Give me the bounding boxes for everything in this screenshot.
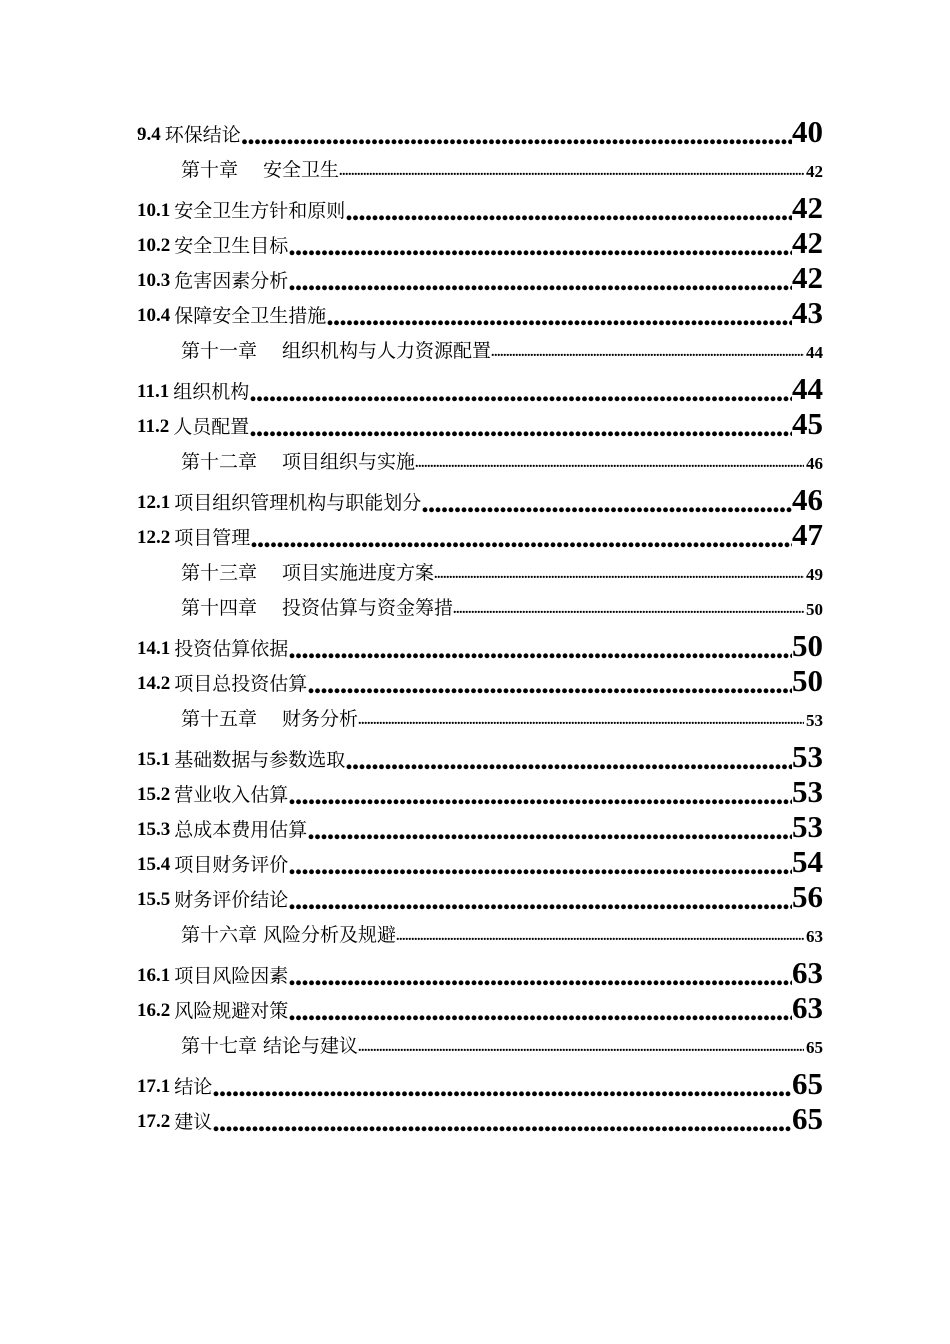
- toc-page-number: 53: [792, 739, 823, 774]
- toc-page-number: 53: [806, 711, 823, 730]
- toc-section-entry[interactable]: [137, 626, 823, 661]
- toc-dot-leader: [421, 491, 792, 515]
- toc-section-entry[interactable]: [137, 369, 823, 404]
- toc-entry-title: 项目总投资估算: [174, 673, 308, 695]
- toc-section-number: 12.2: [137, 527, 171, 548]
- toc-dot-leader: [241, 123, 792, 147]
- toc-dot-leader: [212, 1110, 792, 1134]
- toc-page-number: 56: [792, 879, 823, 914]
- toc-dot-leader: [491, 343, 804, 363]
- toc-section-number: 10.1: [137, 200, 171, 221]
- toc-dot-leader: [345, 748, 792, 772]
- toc-page-number: 42: [806, 162, 823, 181]
- toc-section-number: 11.2: [137, 416, 170, 437]
- toc-section-entry[interactable]: [137, 404, 823, 439]
- toc-section-number: 10.4: [137, 305, 171, 326]
- toc-page-number: 47: [792, 517, 823, 552]
- toc-page-number: 45: [792, 406, 823, 441]
- toc-page-number: 63: [792, 955, 823, 990]
- toc-dot-leader: [288, 637, 792, 661]
- toc-section-entry[interactable]: [137, 842, 823, 877]
- toc-section-number: 9.4: [137, 124, 161, 145]
- toc-entry-title: 营业收入估算: [174, 784, 289, 806]
- toc-section-number: 16.1: [137, 965, 171, 986]
- toc-page-number: 44: [792, 371, 823, 406]
- toc-entry-title: 结论: [174, 1076, 213, 1098]
- toc-chapter-entry[interactable]: [137, 585, 823, 620]
- toc-dot-leader: [307, 672, 792, 696]
- toc-entry-title: 第十一章 组织机构与人力资源配置: [181, 340, 492, 362]
- toc-section-number: 15.4: [137, 854, 171, 875]
- toc-entry-title: 基础数据与参数选取: [174, 749, 346, 771]
- toc-section-number: 15.5: [137, 889, 171, 910]
- toc-entry-title: 第十五章 财务分析: [181, 708, 359, 730]
- toc-section-entry[interactable]: [137, 877, 823, 912]
- toc-section-entry[interactable]: [137, 807, 823, 842]
- toc-entry-title: 第十六章 风险分析及规避: [181, 924, 397, 946]
- toc-chapter-entry[interactable]: [137, 439, 823, 474]
- toc-entry-title: 风险规避对策: [174, 1000, 289, 1022]
- toc-page-number: 42: [792, 260, 823, 295]
- toc-section-number: 17.2: [137, 1111, 171, 1132]
- toc-entry-title: 安全卫生方针和原则: [174, 200, 346, 222]
- toc-section-entry[interactable]: [137, 661, 823, 696]
- toc-entry-title: 项目风险因素: [174, 965, 289, 987]
- toc-chapter-entry[interactable]: [137, 912, 823, 947]
- toc-entry-title: 财务评价结论: [174, 889, 289, 911]
- toc-dot-leader: [288, 783, 792, 807]
- toc-section-number: 10.3: [137, 270, 171, 291]
- toc-page-number: 46: [792, 482, 823, 517]
- toc-dot-leader: [250, 526, 792, 550]
- toc-section-entry[interactable]: [137, 515, 823, 550]
- toc-section-number: 14.1: [137, 638, 171, 659]
- toc-page-number: 43: [792, 295, 823, 330]
- toc-page-number: 65: [792, 1066, 823, 1101]
- toc-page-number: 53: [792, 809, 823, 844]
- toc-chapter-entry[interactable]: [137, 328, 823, 363]
- toc-entry-title: 第十四章 投资估算与资金筹措: [181, 597, 454, 619]
- toc-page-number: 65: [792, 1101, 823, 1136]
- toc-page-number: 50: [792, 628, 823, 663]
- toc-dot-leader: [288, 888, 792, 912]
- toc-entry-title: 第十七章 结论与建议: [181, 1035, 359, 1057]
- toc-entry-title: 项目财务评价: [174, 854, 289, 876]
- toc-entry-title: 安全卫生目标: [174, 235, 289, 257]
- toc-dot-leader: [326, 304, 792, 328]
- toc-section-number: 16.2: [137, 1000, 171, 1021]
- toc-entry-title: 第十章 安全卫生: [181, 159, 340, 181]
- toc-section-number: 11.1: [137, 381, 170, 402]
- toc-chapter-entry[interactable]: [137, 147, 823, 182]
- toc-page-number: 50: [806, 600, 823, 619]
- toc-section-entry[interactable]: [137, 772, 823, 807]
- toc-entry-title: 环保结论: [164, 124, 241, 146]
- toc-section-number: 15.2: [137, 784, 171, 805]
- toc-dot-leader: [288, 999, 792, 1023]
- toc-entry-title: 危害因素分析: [174, 270, 289, 292]
- toc-entry-title: 项目组织管理机构与职能划分: [174, 492, 422, 514]
- toc-entry-title: 组织机构: [173, 381, 250, 403]
- toc-dot-leader: [288, 269, 792, 293]
- toc-chapter-entry[interactable]: [137, 550, 823, 585]
- toc-section-entry[interactable]: [137, 480, 823, 515]
- toc-chapter-entry[interactable]: [137, 696, 823, 731]
- toc-section-entry[interactable]: [137, 112, 823, 147]
- toc-dot-leader: [453, 600, 804, 620]
- toc-entry-title: 第十三章 项目实施进度方案: [181, 562, 435, 584]
- toc-page-number: 63: [792, 990, 823, 1025]
- toc-entry-title: 第十二章 项目组织与实施: [181, 451, 416, 473]
- toc-dot-leader: [249, 415, 792, 439]
- toc-entry-title: 建议: [174, 1111, 213, 1133]
- toc-section-entry[interactable]: [137, 1064, 823, 1099]
- toc-entry-title: 保障安全卫生措施: [174, 305, 327, 327]
- toc-dot-leader: [358, 711, 804, 731]
- toc-page-number: 40: [792, 114, 823, 149]
- toc-section-entry[interactable]: [137, 737, 823, 772]
- toc-dot-leader: [339, 162, 804, 182]
- toc-page-number: 49: [806, 565, 823, 584]
- toc-section-entry[interactable]: [137, 258, 823, 293]
- toc-page-number: 50: [792, 663, 823, 698]
- toc-section-entry[interactable]: [137, 953, 823, 988]
- toc-page-number: 42: [792, 225, 823, 260]
- toc-page-number: 54: [792, 844, 823, 879]
- toc-page-number: 63: [806, 927, 823, 946]
- toc-section-number: 12.1: [137, 492, 171, 513]
- toc-dot-leader: [415, 454, 804, 474]
- toc-chapter-entry[interactable]: [137, 1023, 823, 1058]
- toc-entry-title: 人员配置: [173, 416, 250, 438]
- toc-page-number: 44: [806, 343, 823, 362]
- toc-dot-leader: [307, 818, 792, 842]
- toc-section-number: 15.1: [137, 749, 171, 770]
- toc-section-number: 10.2: [137, 235, 171, 256]
- toc-section-entry[interactable]: [137, 988, 823, 1023]
- toc-dot-leader: [434, 565, 804, 585]
- toc-section-entry[interactable]: [137, 223, 823, 258]
- toc-page-number: 42: [792, 190, 823, 225]
- toc-section-number: 14.2: [137, 673, 171, 694]
- toc-dot-leader: [212, 1075, 792, 1099]
- toc-section-entry[interactable]: [137, 1099, 823, 1134]
- toc-dot-leader: [288, 964, 792, 988]
- toc-dot-leader: [345, 199, 792, 223]
- toc-section-number: 15.3: [137, 819, 171, 840]
- toc-page-number: 65: [806, 1038, 823, 1057]
- toc-dot-leader: [249, 380, 792, 404]
- toc-dot-leader: [358, 1038, 804, 1058]
- toc-entry-title: 总成本费用估算: [174, 819, 308, 841]
- toc-dot-leader: [288, 234, 792, 258]
- toc-entry-title: 项目管理: [174, 527, 251, 549]
- toc-entry-title: 投资估算依据: [174, 638, 289, 660]
- table-of-contents: [137, 112, 823, 1134]
- toc-section-entry[interactable]: [137, 293, 823, 328]
- toc-section-entry[interactable]: [137, 188, 823, 223]
- toc-dot-leader: [288, 853, 792, 877]
- toc-page-number: 53: [792, 774, 823, 809]
- toc-page-number: 46: [806, 454, 823, 473]
- toc-section-number: 17.1: [137, 1076, 171, 1097]
- toc-dot-leader: [396, 927, 804, 947]
